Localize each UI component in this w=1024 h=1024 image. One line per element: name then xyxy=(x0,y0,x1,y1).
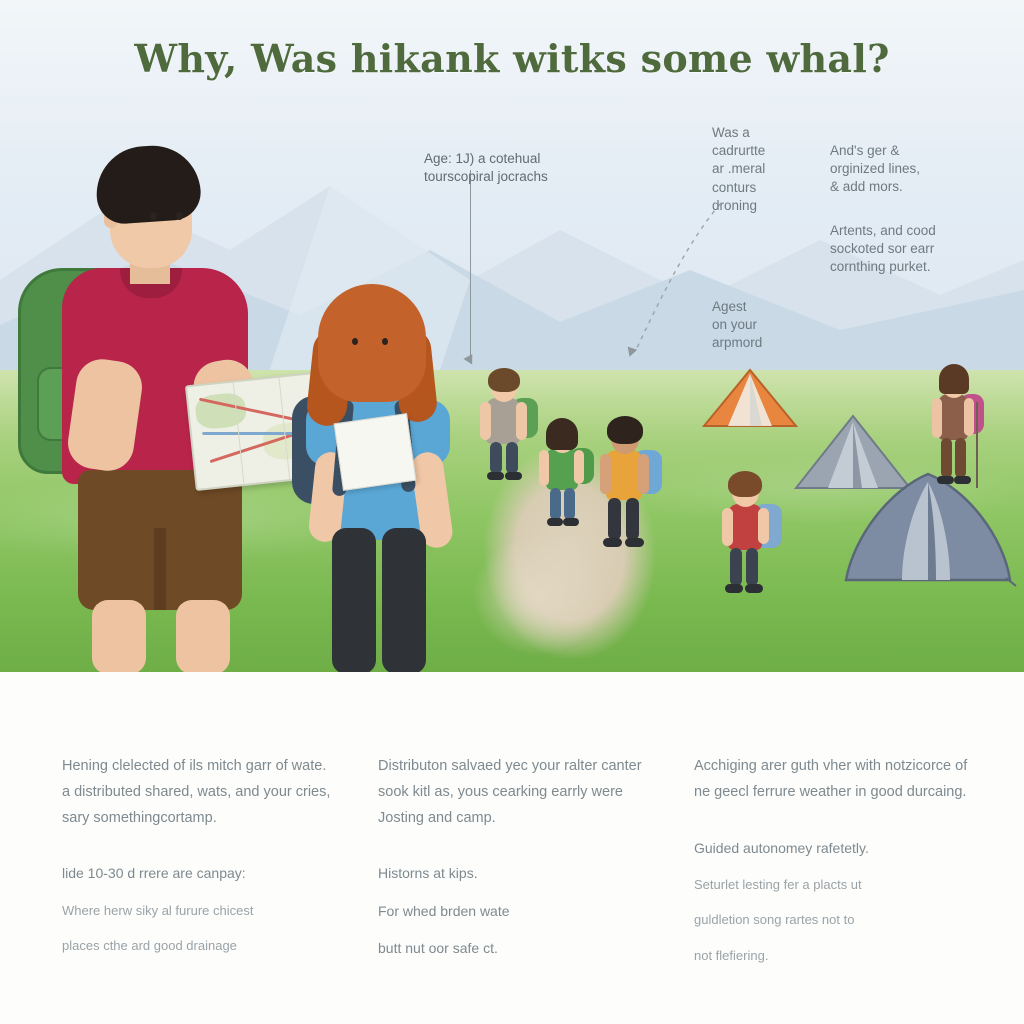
callout-left xyxy=(424,150,614,186)
callout-right-2-line-2: sockoted sor earr xyxy=(830,241,935,257)
column-3-note-1: Seturlet lesting fer a placts ut xyxy=(694,876,862,892)
callout-left-line-1: Age: 1J) a cotehual xyxy=(424,151,541,166)
child-4-leg-left xyxy=(730,548,742,586)
tent-orange xyxy=(700,368,800,435)
callout-right-1-line-1: And's ger & xyxy=(830,143,900,158)
child-1-shoe-right xyxy=(505,472,522,480)
boy-shorts xyxy=(78,470,242,610)
child-4-shoe-right xyxy=(745,584,763,593)
text-column-1 xyxy=(62,754,338,979)
leader-line-left xyxy=(470,170,471,358)
child-4-leg-right xyxy=(746,548,758,586)
adult-arm-right xyxy=(964,398,974,436)
callout-right-1 xyxy=(830,142,980,197)
callout-mid-line-5: droning xyxy=(712,197,758,213)
girl-hair xyxy=(318,284,426,402)
child-1-arm-left xyxy=(480,402,491,440)
child-4-hair xyxy=(728,471,762,497)
child-2-leg-right xyxy=(564,488,575,520)
child-1-shoe-left xyxy=(487,472,504,480)
boy-leg-right xyxy=(176,600,230,672)
boy-hair-fringe xyxy=(103,160,199,198)
callout-mid-line-1: Was a xyxy=(712,125,750,140)
column-3-heading: Guided autonomey rafetetly. xyxy=(694,839,869,856)
boy-leg-left xyxy=(92,600,146,672)
girl-leg-left xyxy=(332,528,376,672)
adult-hair xyxy=(939,364,969,394)
child-1-body xyxy=(486,398,520,444)
callout-right-2 xyxy=(830,222,990,277)
child-3-leg-right xyxy=(626,498,639,540)
bottom-text-panel xyxy=(0,672,1024,1024)
text-column-3 xyxy=(694,754,970,979)
child-1-leg-right xyxy=(506,442,518,474)
child-2-shoe-right xyxy=(563,518,579,526)
callout-mid2-line-1: Agest xyxy=(712,299,747,314)
child-3-shoe-right xyxy=(625,538,644,547)
column-2-heading: Historns at kips. xyxy=(378,865,478,882)
child-3-arm-right xyxy=(638,454,649,494)
child-3-arm-left xyxy=(600,454,611,494)
callout-mid2-line-2: on your xyxy=(712,317,758,333)
page-title: Why, Was hikank witks some whal? xyxy=(134,36,890,81)
column-3-paragraph: Acchiging arer guth vher with notzicorce of ne geecl ferrure weather in good durcaing. xyxy=(694,758,968,800)
callout-mid2-line-3: arpmord xyxy=(712,335,763,351)
child-3-shoe-left xyxy=(603,538,622,547)
child-4-body xyxy=(728,504,762,550)
callout-left-line-2: tourscopiral jocrachs xyxy=(424,169,548,185)
paper-sheet xyxy=(334,413,417,491)
column-1-note-2: places cthe ard good drainage xyxy=(62,937,237,953)
callout-mid xyxy=(712,124,812,215)
adult-arm-left xyxy=(932,398,942,438)
child-3-body xyxy=(606,450,642,500)
adult-leg-left xyxy=(941,438,952,478)
text-column-2 xyxy=(378,754,654,979)
text-columns xyxy=(62,754,972,979)
callout-mid-line-4: conturs xyxy=(712,179,757,195)
column-3-note-3: not flefiering. xyxy=(694,947,769,963)
column-1-heading: lide 10-30 d rrere are canpay: xyxy=(62,865,246,882)
callout-mid-line-3: ar .meral xyxy=(712,161,766,177)
column-2-note-2: butt nut oor safe ct. xyxy=(378,939,498,956)
callout-right-2-line-3: cornthing purket. xyxy=(830,259,931,275)
child-2-shoe-left xyxy=(547,518,563,526)
child-2-arm-right xyxy=(574,450,584,484)
column-3-note-2: guldletion song rartes not to xyxy=(694,912,855,928)
child-1-arm-right xyxy=(516,402,527,440)
child-1-leg-left xyxy=(490,442,502,474)
child-2-arm-left xyxy=(539,450,549,486)
callout-right-1-line-2: orginized lines, xyxy=(830,161,921,177)
dirt-trail-lower xyxy=(455,520,625,670)
trekking-pole xyxy=(976,402,978,488)
callout-mid-line-2: cadrurtte xyxy=(712,143,766,159)
tent-blue xyxy=(838,468,1018,595)
adult-leg-right xyxy=(955,438,966,478)
child-4-arm-left xyxy=(722,508,733,546)
boy-eye-right xyxy=(176,212,183,220)
child-4-shoe-left xyxy=(725,584,743,593)
child-4-arm-right xyxy=(758,508,769,544)
girl-eye-right xyxy=(382,338,388,345)
boy-eye-left xyxy=(150,212,157,220)
girl-leg-right xyxy=(382,528,426,672)
child-3-leg-left xyxy=(608,498,621,540)
adult-shoe-right xyxy=(954,476,971,484)
girl-eye-left xyxy=(352,338,358,345)
column-1-note-1: Where herw siky al furure chicest xyxy=(62,902,254,918)
callout-mid2 xyxy=(712,298,822,353)
child-2-leg-left xyxy=(550,488,561,520)
child-3-hair xyxy=(607,416,643,444)
child-2-hair xyxy=(546,418,578,450)
child-1-hair xyxy=(488,368,520,392)
column-2-paragraph: Distributon salvaed yec your ralter canter sook kitl as, yous cearking earrly were Josting and camp. xyxy=(378,758,642,826)
column-2-note-1: For whed brden wate xyxy=(378,902,510,919)
callout-right-1-line-3: & add mors. xyxy=(830,179,903,195)
callout-right-2-line-1: Artents, and cood xyxy=(830,223,936,238)
column-1-paragraph: Hening clelected of ils mitch garr of wate. a distributed shared, wats, and your cries, sary somethingcortamp. xyxy=(62,758,331,826)
adult-shoe-left xyxy=(937,476,954,484)
